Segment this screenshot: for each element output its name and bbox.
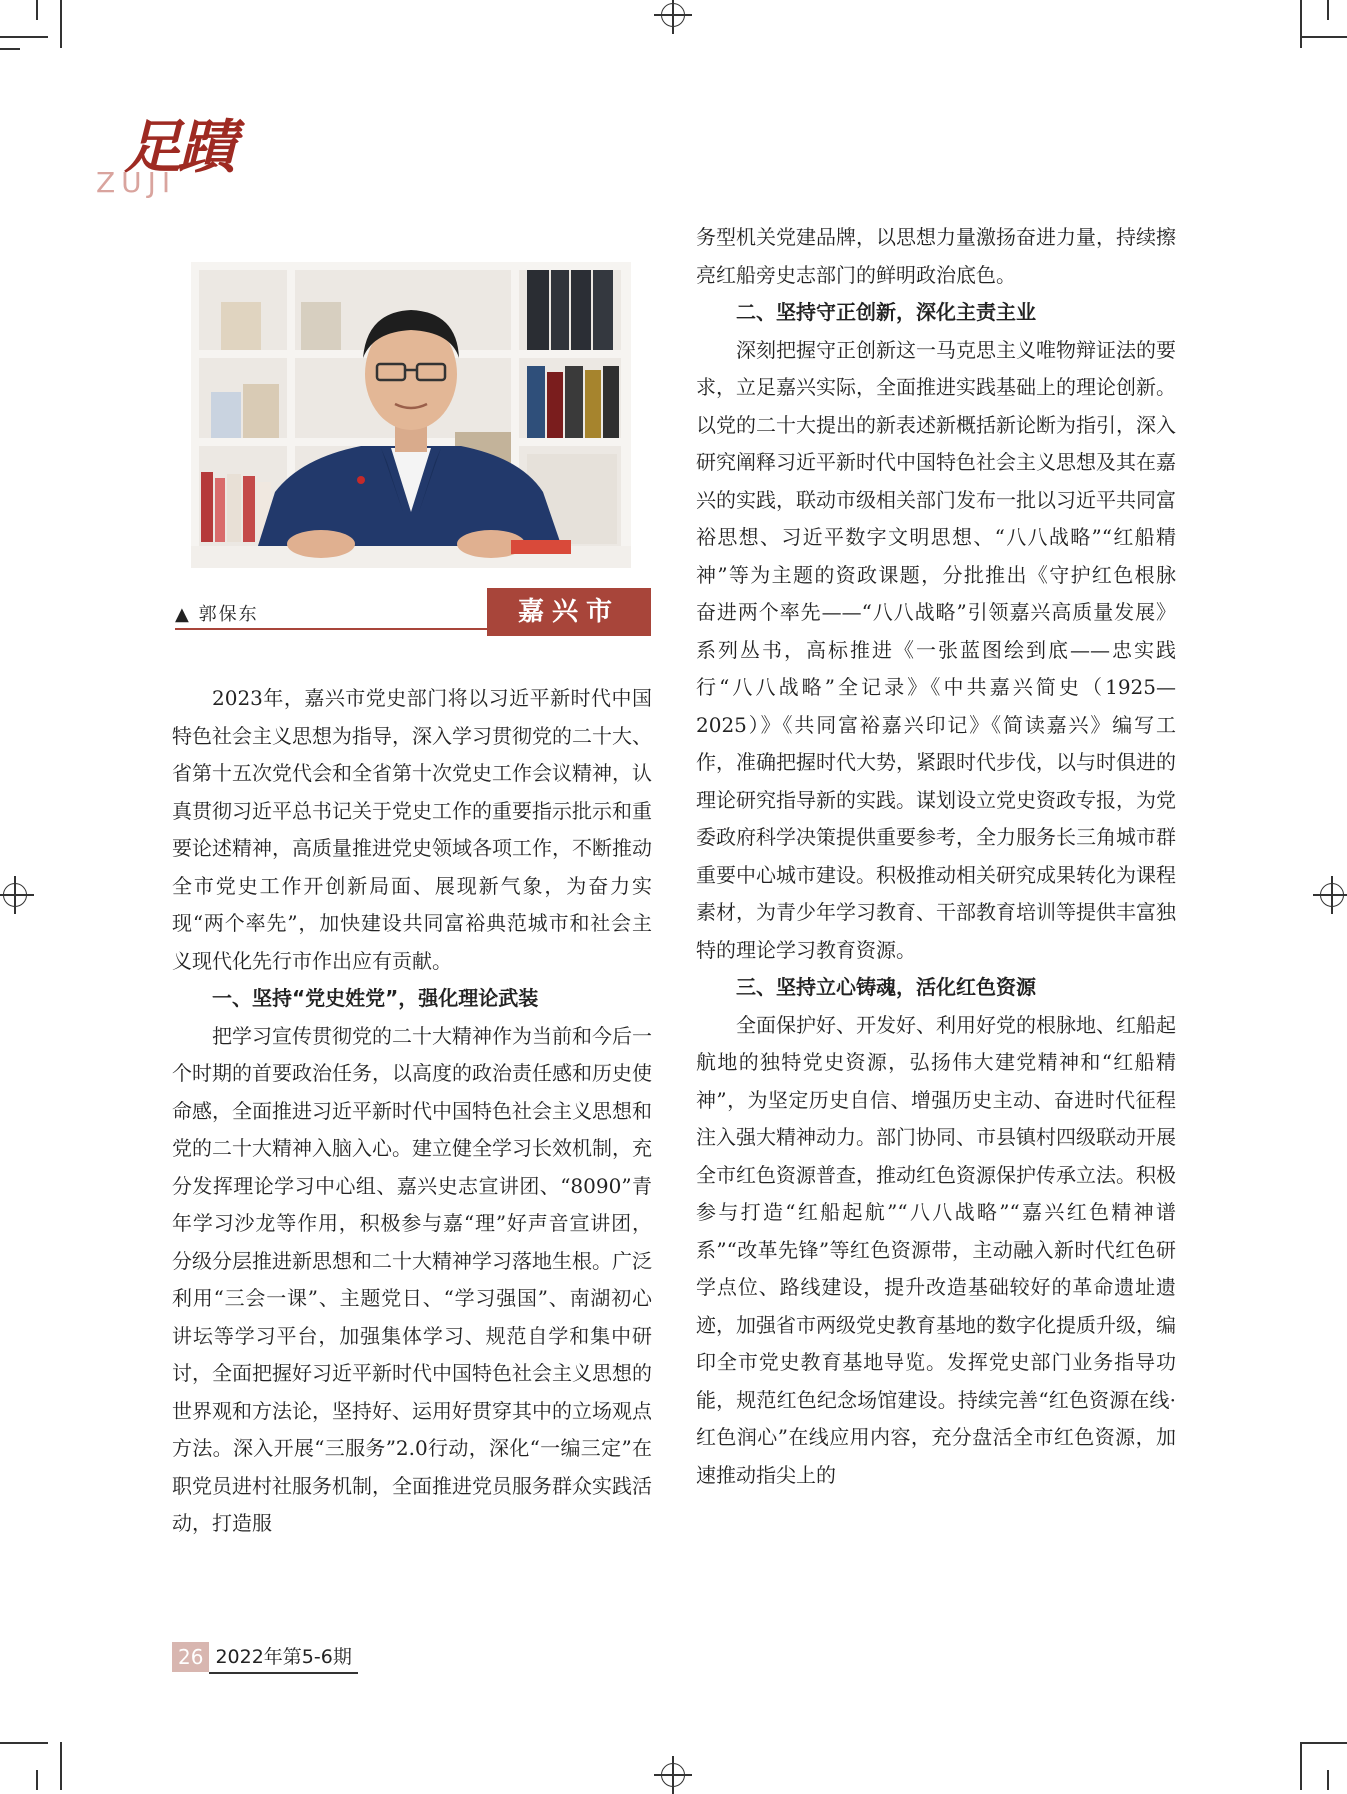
page-number: 26	[172, 1642, 209, 1672]
right-column	[696, 219, 1196, 1494]
crop-mark	[36, 1770, 38, 1790]
crop-mark	[1300, 1742, 1302, 1790]
crop-mark	[1327, 0, 1329, 20]
crop-mark	[1300, 1742, 1347, 1744]
page-footer	[172, 1642, 358, 1674]
crop-mark	[1327, 1770, 1329, 1790]
portrait-illustration	[191, 262, 631, 568]
section-paragraph-3: 全面保护好、开发好、利用好党的根脉地、红船起航地的独特党史资源，弘扬伟大建党精神和“红船精神”，为坚定历史自信、增强历史主动、奋进时代征程注入强大精神动力。部门协同、市县镇村四级联动开展全市红色资源普查，推动红色资源保护传承立法。积极参与打造“红船起航”“八八战略”“嘉兴红色精神谱系”“改革先锋”等红色资源带，主动融入新时代红色研学点位、路线建设，提升改造基础较好的革命遗址遗迹，加强省市两级党史教育基地的数字化提质升级，编印全市党史教育基地导览。发挥党史部门业务指导功能，规范红色纪念场馆建设。持续完善“红色资源在线·红色润心”在线应用内容，充分盘活全市红色资源，加速推动指尖上的	[696, 1012, 1176, 1487]
crop-mark	[0, 1742, 48, 1744]
section-heading-2: 二、坚持守正创新，深化主责主业	[736, 300, 1036, 324]
crop-mark	[60, 1742, 62, 1790]
section-paragraph-1: 把学习宣传贯彻党的二十大精神作为当前和今后一个时期的首要政治任务，以高度的政治责任感和历史使命感，全面推进习近平新时代中国特色社会主义思想和党的二十大精神入脑入心。建立健全学习长效机制，充分发挥理论学习中心组、嘉兴史志宣讲团、“8090”青年学习沙龙等作用，积极参与嘉“理”好声音宣讲团，分级分层推进新思想和二十大精神学习落地生根。广泛利用“三会一课”、主题党日、“学习强国”、南湖初心讲坛等学习平台，加强集体学习、规范自学和集中研讨，全面把握好习近平新时代中国特色社会主义思想的世界观和方法论，坚持好、运用好贯穿其中的立场观点方法。深入开展“三服务”2.0行动，深化“一编三定”在职党员进村社服务机制，全面推进党员服务群众实践活动，打造服	[172, 1023, 652, 1535]
issue-label: 2022年第5-6期	[209, 1642, 357, 1674]
portrait-photo	[191, 262, 631, 568]
intro-paragraph: 2023年，嘉兴市党史部门将以习近平新时代中国特色社会主义思想为指导，深入学习贯彻党的二十大、省第十五次党代会和全省第十次党史工作会议精神，认真贯彻习近平总书记关于党史工作的重要指示批示和重要论述精神，高质量推进党史领域各项工作，不断推动全市党史工作开创新局面、展现新气象，为奋力实现“两个率先”，加快建设共同富裕典范城市和社会主义现代化先行市作出应有贡献。	[172, 686, 652, 973]
crop-mark	[0, 36, 48, 38]
crop-mark	[1300, 36, 1347, 38]
crop-mark	[60, 0, 62, 48]
logo-english: ZUJI	[96, 166, 177, 199]
photo-caption: ▲ 郭保东	[175, 604, 259, 625]
city-badge: 嘉兴市	[487, 588, 651, 636]
registration-mark-left	[0, 876, 34, 914]
section-paragraph-2: 深刻把握守正创新这一马克思主义唯物辩证法的要求，立足嘉兴实际，全面推进实践基础上的理论创新。以党的二十大提出的新表述新概括新论断为指引，深入研究阐释习近平新时代中国特色社会主义思想及其在嘉兴的实践，联动市级相关部门发布一批以习近平共同富裕思想、习近平数字文明思想、“八八战略”“红船精神”等为主题的资政课题，分批推出《守护红色根脉 奋进两个率先——“八八战略”引领嘉兴高质量发展》系列丛书，高标推进《一张蓝图绘到底——忠实践行“八八战略”全记录》《中共嘉兴简史（1925—2025）》《共同富裕嘉兴印记》《简读嘉兴》编写工作，准确把握时代大势，紧跟时代步伐，以与时俱进的理论研究指导新的实践。谋划设立党史资政专报，为党委政府科学决策提供重要参考，全力服务长三角城市群重要中心城市建设。积极推动相关研究成果转化为课程素材，为青少年学习教育、干部教育培训等提供丰富独特的理论学习教育资源。	[696, 337, 1196, 962]
crop-mark	[36, 0, 38, 20]
continued-paragraph: 务型机关党建品牌，以思想力量激扬奋进力量，持续擦亮红船旁史志部门的鲜明政治底色。	[696, 225, 1176, 287]
registration-mark-right	[1313, 876, 1347, 914]
crop-mark	[0, 48, 20, 50]
section-heading-1: 一、坚持“党史姓党”，强化理论武装	[212, 986, 539, 1010]
crop-mark	[1300, 0, 1302, 48]
registration-mark-bottom	[654, 1756, 692, 1794]
section-heading-3: 三、坚持立心铸魂，活化红色资源	[736, 975, 1036, 999]
logo-chinese: 足蹟	[124, 113, 233, 181]
registration-mark-top	[654, 0, 692, 34]
left-column	[172, 680, 652, 1543]
photo-caption-row	[175, 588, 651, 636]
section-logo	[96, 100, 246, 210]
